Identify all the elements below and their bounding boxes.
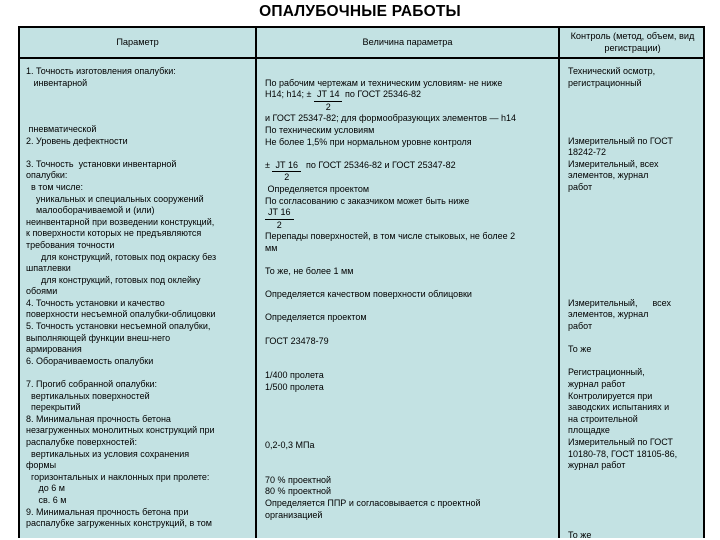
parameter-line: 6. Оборачиваемость опалубки	[26, 355, 154, 366]
cell-parameter-list	[20, 59, 255, 538]
fraction-denominator: 2	[284, 172, 290, 183]
parameter-line: 3. Точность установки инвентарной	[26, 158, 177, 169]
value-line: Определяется качеством поверхности облицовки	[265, 289, 472, 300]
value-line: 0,2-0,3 МПа	[265, 440, 315, 450]
parameter-line: формы	[26, 460, 57, 471]
parameter-line: выполняющей функции внеш-него	[26, 332, 171, 343]
value-line: мм	[265, 242, 278, 253]
value-line	[265, 417, 553, 429]
page-title: ОПАЛУБОЧНЫЕ РАБОТЫ	[259, 3, 461, 20]
control-line: работ	[568, 321, 593, 332]
parameter-line	[26, 147, 250, 159]
tolerance-fraction	[272, 160, 301, 184]
table-header-row	[20, 28, 703, 59]
parameter-line: 5. Точность установки несъемной опалубки,	[26, 321, 211, 332]
control-line	[568, 112, 700, 124]
column-header-control: Контроль (метод, объем, вид регистрации)	[558, 28, 705, 57]
fraction-numerator: ЈТ 16	[265, 207, 294, 220]
fraction-suffix: по ГОСТ 25346-82 и ГОСТ 25347-82	[300, 159, 456, 170]
parameter-line: поверхности несъемной опалубки-облицовки	[26, 309, 216, 320]
cell-value-list	[255, 59, 558, 538]
parameter-line: обоями	[26, 286, 58, 297]
fraction-numerator: ЈТ 16	[272, 160, 301, 173]
parameter-line: малооборачиваемой и (или)	[26, 205, 155, 216]
value-line	[265, 405, 553, 417]
value-line	[265, 359, 553, 371]
parameter-line	[26, 101, 250, 113]
control-line: Технический осмотр,	[568, 66, 656, 76]
parameter-line: инвентарной	[26, 77, 88, 88]
fraction-numerator: ЈТ 14	[314, 89, 343, 102]
control-line: Измерительный по ГОСТ	[568, 437, 673, 447]
parameter-line: распалубке загруженных конструкций, в том	[26, 518, 212, 529]
control-line	[568, 101, 700, 113]
control-line	[568, 333, 700, 345]
control-line	[568, 263, 700, 275]
control-line: элементов, журнал	[568, 309, 649, 320]
control-line: 10180-78, ГОСТ 18105-86,	[568, 448, 678, 459]
control-line: Измерительный, всех	[568, 297, 671, 308]
parameter-line	[26, 112, 250, 124]
value-line	[265, 428, 553, 440]
control-line: То же	[568, 344, 592, 355]
parameter-line	[26, 89, 250, 101]
value-line: Определяется проектом	[265, 312, 367, 323]
parameter-line: требования точности	[26, 239, 115, 250]
parameter-line: 1. Точность изготовления опалубки:	[26, 66, 176, 76]
value-line: По техническим условиям	[265, 124, 375, 135]
parameter-line: пневматической	[26, 123, 97, 134]
parameter-line: шпатлевки	[26, 263, 71, 274]
value-line: 1/500 пролета	[265, 382, 324, 393]
control-line: работ	[568, 181, 593, 192]
control-line	[568, 205, 700, 217]
value-line: Определяется проектом	[265, 183, 370, 194]
tolerance-fraction	[314, 89, 343, 113]
control-line	[568, 240, 700, 252]
fraction-denominator: 2	[276, 219, 282, 230]
parameter-line: незагруженных монолитных конструкций при	[26, 425, 215, 436]
value-line	[265, 394, 553, 406]
value-line: 80 % проектной	[265, 486, 332, 497]
control-line	[568, 124, 700, 136]
column-header-parameter: Параметр	[116, 36, 159, 47]
control-line	[568, 217, 700, 229]
value-line: 1/400 пролета	[265, 370, 324, 381]
value-line-fraction	[265, 160, 553, 184]
control-line: регистрационный	[568, 77, 642, 88]
parameter-line: к поверхности которых не предъявляются	[26, 228, 202, 239]
control-line	[568, 472, 700, 484]
value-line	[265, 255, 553, 267]
control-line: 18242-72	[568, 147, 607, 158]
parameter-line: уникальных и специальных сооружений	[26, 193, 204, 204]
parameter-line: 7. Прогиб собранной опалубки:	[26, 379, 158, 390]
value-line	[265, 324, 553, 336]
control-line	[568, 252, 700, 264]
fraction-suffix: по ГОСТ 25346-82	[342, 89, 421, 100]
value-line: организацией	[265, 509, 323, 520]
control-line	[568, 194, 700, 206]
parameter-line: св. 6 м	[26, 494, 67, 505]
value-line	[265, 66, 553, 78]
parameter-line: 8. Минимальная прочность бетона	[26, 413, 171, 424]
control-line: Измерительный по ГОСТ	[568, 135, 673, 146]
value-line: Не более 1,5% при нормальном уровне контроля	[265, 136, 472, 147]
fraction-prefix: ±	[265, 159, 273, 170]
table-body-row	[20, 59, 703, 538]
parameter-line	[26, 367, 250, 379]
parameter-line: в том числе:	[26, 181, 83, 192]
control-line	[568, 495, 700, 507]
control-line: заводских испытаниях и	[568, 402, 670, 413]
value-line: Перепады поверхностей, в том числе стыковых, не более 2	[265, 231, 516, 242]
value-line: По рабочим чертежам и техническим условиям- не ниже	[265, 77, 503, 88]
fraction-denominator: 2	[325, 101, 331, 112]
control-line: Регистрационный,	[568, 367, 645, 378]
value-line	[265, 278, 553, 290]
value-line: и ГОСТ 25347-82; для формообразующих элементов — h14	[265, 113, 517, 124]
control-line: площадке	[568, 425, 610, 436]
parameter-line: 2. Уровень дефектности	[26, 135, 128, 146]
value-line: То же, не более 1 мм	[265, 266, 354, 277]
parameter-line: 4. Точность установки и качество	[26, 297, 165, 308]
control-line: То же	[568, 529, 592, 538]
control-line	[568, 356, 700, 368]
tolerance-fraction	[265, 207, 294, 231]
control-line: журнал работ	[568, 460, 626, 471]
value-line-fraction	[265, 89, 553, 113]
value-line	[265, 452, 553, 464]
column-header-value: Величина параметра	[255, 28, 558, 57]
control-line: Контролируется при	[568, 390, 653, 401]
control-line	[568, 483, 700, 495]
parameter-line: армирования	[26, 344, 82, 355]
control-line: Измерительный, всех	[568, 158, 659, 169]
control-line: журнал работ	[568, 379, 626, 390]
parameter-line: вертикальных поверхностей	[26, 390, 150, 401]
value-line	[265, 301, 553, 313]
value-line-fraction	[265, 207, 553, 231]
control-line	[568, 518, 700, 530]
value-line: По согласованию с заказчиком может быть ниже	[265, 195, 470, 206]
parameter-line: для конструкций, готовых под окраску без	[26, 251, 217, 262]
control-line	[568, 228, 700, 240]
parameter-line: распалубке поверхностей:	[26, 437, 137, 447]
parameter-line: перекрытий	[26, 402, 81, 413]
fraction-prefix: Н14; h14; ±	[265, 89, 314, 100]
value-line: 70 % проектной	[265, 474, 332, 485]
parameter-line: неинвентарной при возведении конструкций,	[26, 216, 215, 227]
parameter-line: вертикальных из условия сохранения	[26, 448, 190, 459]
parameter-line: 9. Минимальная прочность бетона при	[26, 506, 189, 517]
parameter-line: опалубки:	[26, 170, 68, 181]
control-line	[568, 89, 700, 101]
control-line	[568, 507, 700, 519]
cell-control-list	[558, 59, 705, 538]
control-line	[568, 275, 700, 287]
value-line	[265, 148, 553, 160]
value-line: Определяется ППР и согласовывается с проектной	[265, 497, 481, 508]
parameters-table	[18, 26, 705, 538]
value-line	[265, 463, 553, 475]
parameter-line: горизонтальных и наклонных при пролете:	[26, 471, 210, 482]
control-line: на строительной	[568, 413, 638, 424]
parameter-line: до 6 м	[26, 483, 65, 494]
value-line	[265, 347, 553, 359]
value-line: ГОСТ 23478-79	[265, 335, 329, 346]
parameter-line: для конструкций, готовых под оклейку	[26, 274, 201, 285]
control-line	[568, 286, 700, 298]
control-line: элементов, журнал	[568, 170, 649, 181]
